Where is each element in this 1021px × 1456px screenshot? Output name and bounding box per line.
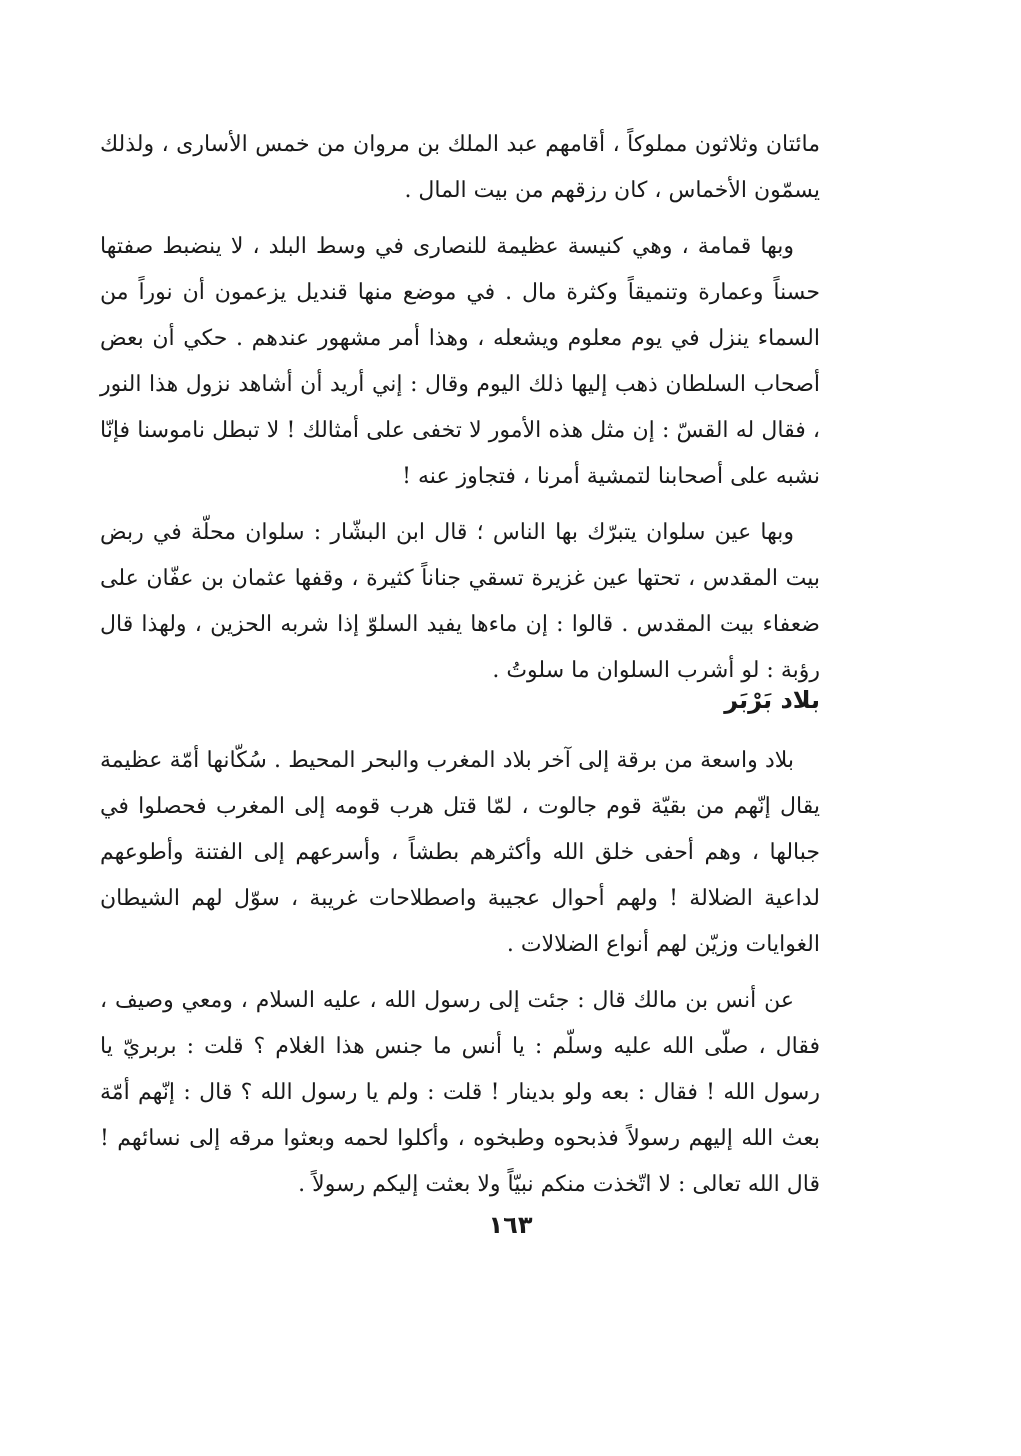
paragraph-silwan-spring: وبها عين سلوان يتبرّك بها الناس ؛ قال ابن البشّار : سلوان محلّة في ربض بيت المقدس ، تحتها عين غزيرة تسقي جناناً كثيرة ، وقفها عثمان بن عفّان على ضعفاء بيت المقدس . قالوا : إن ماءها يفيد السلوّ إذا شربه الحزين ، ولهذا قال رؤبة : لو أشرب السلوان ما سلوتُ . [100, 520, 821, 683]
section-heading-barbar: بلاد بَرْبَر [724, 686, 820, 714]
paragraph-anas-hadith: عن أنس بن مالك قال : جئت إلى رسول الله ، عليه السلام ، ومعي وصيف ، فقال ، صلّى الله عليه وسلّم : يا أنس ما جنس هذا الغلام ؟ قلت : بربريّ يا رسول الله ! فقال : بعه ولو بدينار ! قلت : ولم يا رسول الله ؟ قال : إنّهم أمّة بعث الله إليهم رسولاً فذبحوه وطبخوه ، وأكلوا لحمه وبعثوا مرقه إلى نسائهم ! قال الله تعالى : لا اتّخذت منكم نبيّاً ولا بعثت إليكم رسولاً . [100, 988, 820, 1197]
section-barbar-text [100, 738, 820, 1218]
paragraph-qumama-church: وبها قمامة ، وهي كنيسة عظيمة للنصارى في وسط البلد ، لا ينضبط صفتها حسناً وعمارة وتنميقاً وكثرة مال . في موضع منها قنديل يزعمون أن نوراً من السماء ينزل في يوم معلوم ويشعله ، وهذا أمر مشهور عندهم . حكي أن بعض أصحاب السلطان ذهب إليها ذلك اليوم وقال : إني أريد أن أشاهد نزول هذا النور ، فقال له القسّ : إن مثل هذه الأمور لا تخفى على أمثالك ! لا تبطل ناموسنا فإنّا نشبه على أصحابنا لتمشية أمرنا ، فتجاوز عنه ! [100, 234, 820, 489]
paragraph-mamluks: مائتان وثلاثون مملوكاً ، أقامهم عبد الملك بن مروان من خمس الأسارى ، ولذلك يسمّون الأخماس ، كان رزقهم من بيت المال . [100, 132, 820, 203]
section-jerusalem-text [100, 122, 820, 704]
page-number: ١٦٣ [488, 1211, 533, 1239]
paragraph-barbar-land: بلاد واسعة من برقة إلى آخر بلاد المغرب والبحر المحيط . سُكّانها أمّة عظيمة يقال إنّهم من بقيّة قوم جالوت ، لمّا قتل هرب قومه إلى المغرب فحصلوا في جبالها ، وهم أحفى خلق الله وأكثرهم بطشاً ، وأسرعهم إلى الفتنة وأطوعهم لداعية الضلالة ! ولهم أحوال عجيبة واصطلاحات غريبة ، سوّل لهم الشيطان الغوايات وزيّن لهم أنواع الضلالات . [100, 748, 820, 957]
